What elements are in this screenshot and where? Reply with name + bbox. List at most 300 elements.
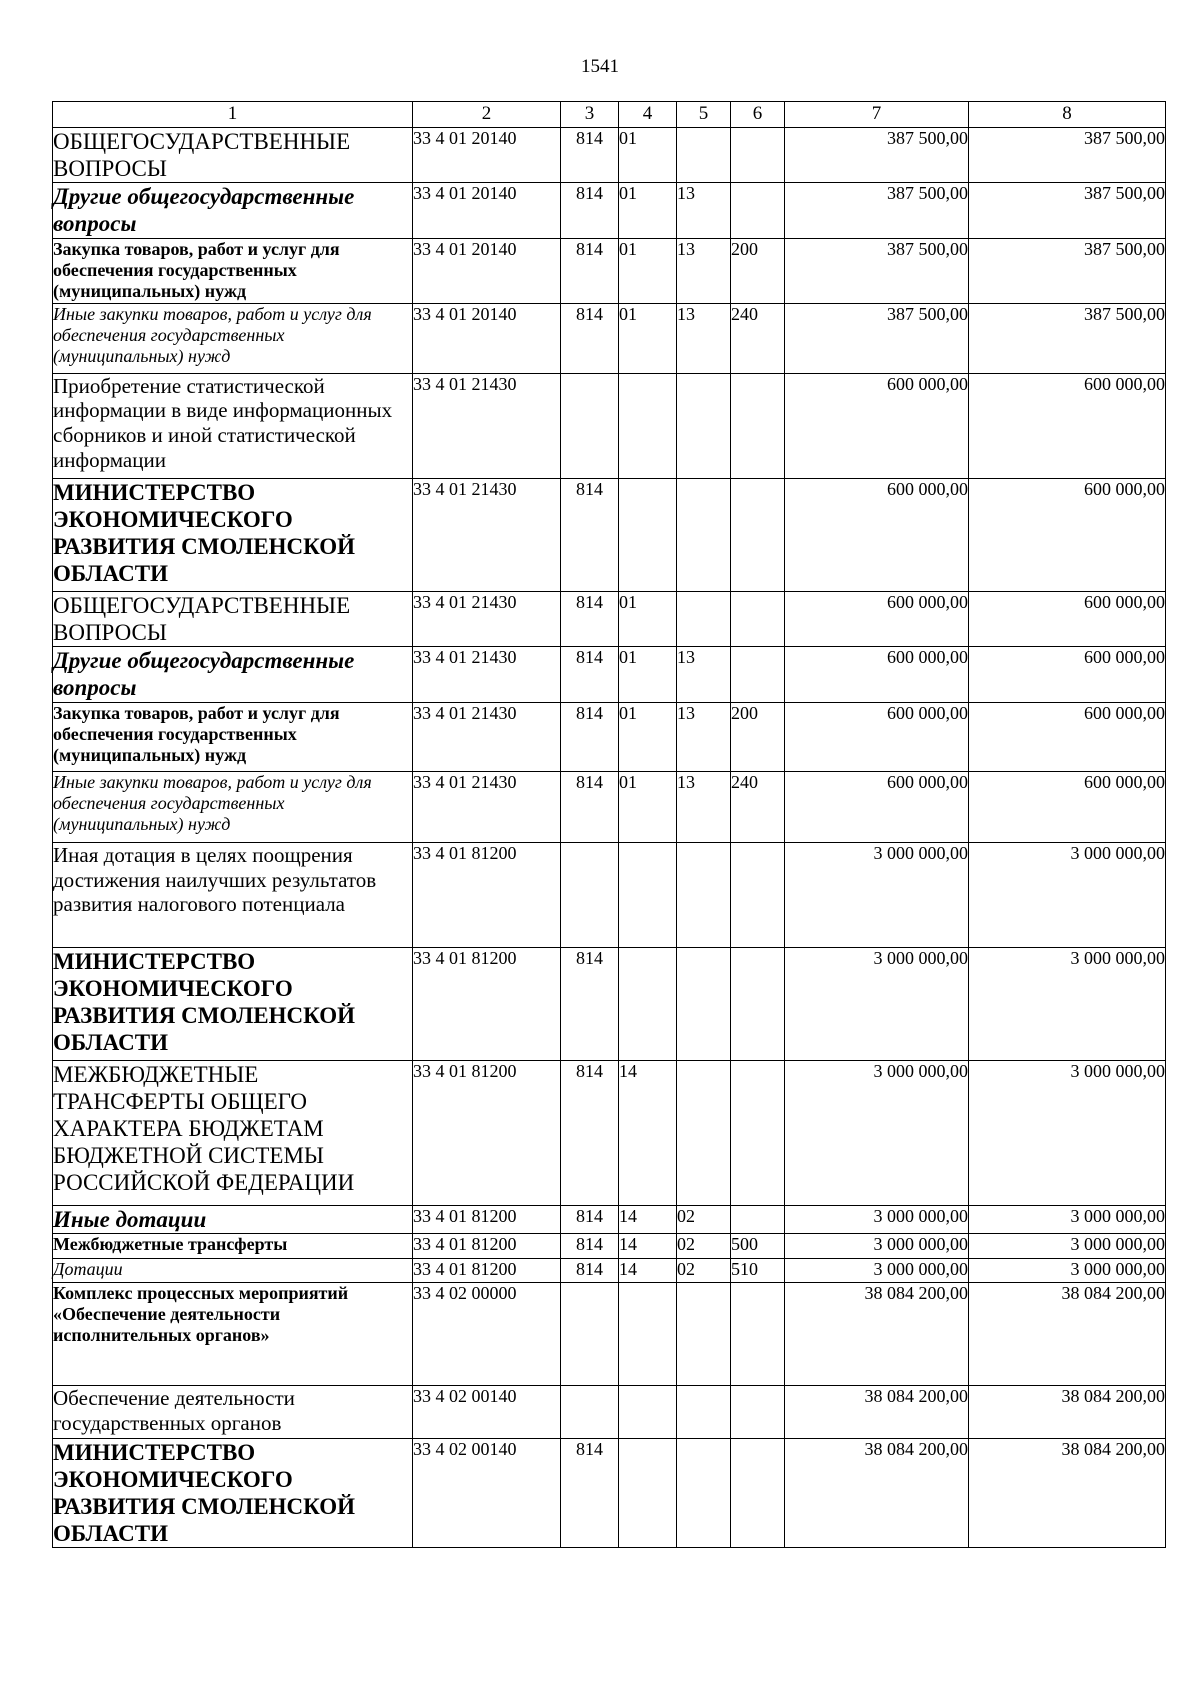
amount-year-2-text: 3 000 000,00 bbox=[1070, 1205, 1165, 1226]
section-code-text: 01 bbox=[619, 771, 637, 792]
target-article-code-text: 33 4 01 81200 bbox=[413, 947, 517, 968]
subsection-code-text: 13 bbox=[677, 303, 695, 324]
amount-year-2-text: 387 500,00 bbox=[1084, 303, 1165, 324]
section-code bbox=[619, 771, 677, 842]
ministry-code bbox=[561, 646, 619, 702]
row-name bbox=[53, 842, 413, 947]
column-header: 2 bbox=[413, 102, 561, 128]
subsection-code bbox=[677, 478, 731, 591]
expense-type-code bbox=[731, 1258, 785, 1282]
amount-year-2-text: 600 000,00 bbox=[1084, 591, 1165, 612]
column-header: 7 bbox=[785, 102, 969, 128]
amount-year-1-text: 3 000 000,00 bbox=[873, 842, 968, 863]
amount-year-2 bbox=[969, 646, 1166, 702]
amount-year-1-text: 600 000,00 bbox=[887, 646, 968, 667]
expense-type-code bbox=[731, 1233, 785, 1258]
amount-year-2 bbox=[969, 303, 1166, 373]
ministry-code bbox=[561, 1282, 619, 1385]
target-article-code bbox=[413, 1438, 561, 1548]
subsection-code-text: 13 bbox=[677, 646, 695, 667]
target-article-code-text: 33 4 01 81200 bbox=[413, 1258, 517, 1279]
row-name bbox=[53, 1060, 413, 1205]
amount-year-2 bbox=[969, 128, 1166, 183]
row-name-text: Межбюджетные трансферты bbox=[53, 1233, 288, 1254]
ministry-code bbox=[561, 591, 619, 646]
ministry-code-text: 814 bbox=[576, 1258, 603, 1279]
row-name-text: Иные закупки товаров, работ и услуг для обеспечения государственных (муниципальных) нужд bbox=[53, 303, 372, 366]
target-article-code-text: 33 4 01 81200 bbox=[413, 842, 517, 863]
target-article-code bbox=[413, 183, 561, 238]
subsection-code bbox=[677, 1205, 731, 1233]
amount-year-2 bbox=[969, 238, 1166, 303]
amount-year-1-text: 600 000,00 bbox=[887, 702, 968, 723]
row-name bbox=[53, 128, 413, 183]
amount-year-1 bbox=[785, 238, 969, 303]
target-article-code bbox=[413, 373, 561, 478]
amount-year-1 bbox=[785, 1438, 969, 1548]
amount-year-2 bbox=[969, 771, 1166, 842]
ministry-code bbox=[561, 303, 619, 373]
target-article-code bbox=[413, 646, 561, 702]
expense-type-code bbox=[731, 128, 785, 183]
expense-type-code bbox=[731, 1282, 785, 1385]
expense-type-code bbox=[731, 646, 785, 702]
section-code-text: 14 bbox=[619, 1060, 637, 1081]
target-article-code-text: 33 4 01 20140 bbox=[413, 183, 517, 204]
subsection-code bbox=[677, 128, 731, 183]
subsection-code-text: 13 bbox=[677, 238, 695, 259]
target-article-code-text: 33 4 02 00000 bbox=[413, 1282, 517, 1303]
target-article-code-text: 33 4 01 20140 bbox=[413, 128, 517, 148]
column-header: 8 bbox=[969, 102, 1166, 128]
subsection-code bbox=[677, 238, 731, 303]
amount-year-1-text: 387 500,00 bbox=[887, 238, 968, 259]
section-code bbox=[619, 947, 677, 1060]
amount-year-1 bbox=[785, 1205, 969, 1233]
row-name bbox=[53, 478, 413, 591]
target-article-code bbox=[413, 947, 561, 1060]
table-row bbox=[53, 1233, 1166, 1258]
column-header: 1 bbox=[53, 102, 413, 128]
subsection-code-text: 13 bbox=[677, 702, 695, 723]
row-name-text: МИНИСТЕРСТВО ЭКОНОМИЧЕСКОГО РАЗВИТИЯ СМОЛЕНСКОЙ ОБЛАСТИ bbox=[53, 948, 356, 1056]
ministry-code bbox=[561, 1438, 619, 1548]
expense-type-code-text: 240 bbox=[731, 303, 758, 324]
section-code-text: 14 bbox=[619, 1205, 637, 1226]
amount-year-1 bbox=[785, 1258, 969, 1282]
ministry-code-text: 814 bbox=[576, 303, 603, 324]
row-name-text: Иные закупки товаров, работ и услуг для обеспечения государственных (муниципальных) нужд bbox=[53, 771, 372, 835]
row-name-text: Иные дотации bbox=[53, 1206, 207, 1232]
target-article-code-text: 33 4 01 20140 bbox=[413, 238, 517, 259]
table-row bbox=[53, 373, 1166, 478]
target-article-code-text: 33 4 01 20140 bbox=[413, 303, 517, 324]
target-article-code-text: 33 4 01 21430 bbox=[413, 771, 517, 792]
amount-year-2-text: 38 084 200,00 bbox=[1061, 1438, 1165, 1459]
amount-year-1 bbox=[785, 702, 969, 771]
row-name-text: Закупка товаров, работ и услуг для обеспечения государственных (муниципальных) нужд bbox=[53, 702, 340, 766]
row-name-text: Другие общегосударственные вопросы bbox=[53, 647, 355, 700]
target-article-code bbox=[413, 702, 561, 771]
section-code-text: 01 bbox=[619, 646, 637, 667]
ministry-code bbox=[561, 1258, 619, 1282]
row-name bbox=[53, 1282, 413, 1385]
column-header: 3 bbox=[561, 102, 619, 128]
target-article-code bbox=[413, 771, 561, 842]
amount-year-2 bbox=[969, 591, 1166, 646]
amount-year-1 bbox=[785, 1060, 969, 1205]
ministry-code-text: 814 bbox=[576, 478, 603, 499]
table-row bbox=[53, 947, 1166, 1060]
target-article-code-text: 33 4 01 21430 bbox=[413, 646, 517, 667]
section-code-text: 01 bbox=[619, 702, 637, 723]
table-row bbox=[53, 646, 1166, 702]
amount-year-2-text: 387 500,00 bbox=[1084, 238, 1165, 259]
target-article-code bbox=[413, 1282, 561, 1385]
expense-type-code-text: 510 bbox=[731, 1258, 758, 1279]
ministry-code-text: 814 bbox=[576, 646, 603, 667]
target-article-code-text: 33 4 01 81200 bbox=[413, 1205, 517, 1226]
amount-year-2-text: 3 000 000,00 bbox=[1070, 842, 1165, 863]
ministry-code bbox=[561, 1060, 619, 1205]
ministry-code-text: 814 bbox=[576, 1060, 603, 1081]
amount-year-2-text: 600 000,00 bbox=[1084, 702, 1165, 723]
section-code bbox=[619, 478, 677, 591]
section-code bbox=[619, 303, 677, 373]
amount-year-1 bbox=[785, 1282, 969, 1385]
amount-year-2 bbox=[969, 1205, 1166, 1233]
ministry-code-text: 814 bbox=[576, 128, 603, 148]
subsection-code-text: 13 bbox=[677, 183, 695, 204]
amount-year-1-text: 3 000 000,00 bbox=[873, 1233, 968, 1254]
target-article-code-text: 33 4 02 00140 bbox=[413, 1385, 517, 1406]
amount-year-2 bbox=[969, 1438, 1166, 1548]
target-article-code-text: 33 4 01 21430 bbox=[413, 591, 517, 612]
row-name bbox=[53, 947, 413, 1060]
amount-year-1-text: 600 000,00 bbox=[887, 591, 968, 612]
target-article-code bbox=[413, 1233, 561, 1258]
header-row bbox=[53, 102, 1166, 128]
ministry-code bbox=[561, 1205, 619, 1233]
amount-year-1-text: 38 084 200,00 bbox=[864, 1438, 968, 1459]
subsection-code-text: 02 bbox=[677, 1233, 695, 1254]
row-name bbox=[53, 238, 413, 303]
section-code bbox=[619, 1233, 677, 1258]
amount-year-1-text: 387 500,00 bbox=[887, 303, 968, 324]
expense-type-code bbox=[731, 771, 785, 842]
ministry-code bbox=[561, 183, 619, 238]
ministry-code-text: 814 bbox=[576, 238, 603, 259]
amount-year-1 bbox=[785, 591, 969, 646]
expense-type-code bbox=[731, 842, 785, 947]
row-name bbox=[53, 373, 413, 478]
section-code bbox=[619, 842, 677, 947]
row-name bbox=[53, 702, 413, 771]
target-article-code bbox=[413, 128, 561, 183]
amount-year-1-text: 3 000 000,00 bbox=[873, 1060, 968, 1081]
row-name-text: Иная дотация в целях поощрения достижения наилучших результатов развития налогового потенциала bbox=[53, 842, 377, 917]
row-name-text: МЕЖБЮДЖЕТНЫЕ ТРАНСФЕРТЫ ОБЩЕГО ХАРАКТЕРА БЮДЖЕТАМ БЮДЖЕТНОЙ СИСТЕМЫ РОССИЙСКОЙ ФЕДЕРАЦИИ bbox=[53, 1061, 355, 1196]
section-code bbox=[619, 183, 677, 238]
section-code-text: 01 bbox=[619, 128, 637, 148]
table-row bbox=[53, 478, 1166, 591]
row-name-text: МИНИСТЕРСТВО ЭКОНОМИЧЕСКОГО РАЗВИТИЯ СМОЛЕНСКОЙ ОБЛАСТИ bbox=[53, 1439, 356, 1547]
subsection-code-text: 02 bbox=[677, 1205, 695, 1226]
row-name-text: ОБЩЕГОСУДАРСТВЕННЫЕ ВОПРОСЫ bbox=[53, 129, 351, 182]
ministry-code bbox=[561, 1233, 619, 1258]
amount-year-1 bbox=[785, 303, 969, 373]
target-article-code bbox=[413, 478, 561, 591]
target-article-code bbox=[413, 842, 561, 947]
amount-year-2 bbox=[969, 947, 1166, 1060]
amount-year-2-text: 3 000 000,00 bbox=[1070, 947, 1165, 968]
expense-type-code bbox=[731, 373, 785, 478]
amount-year-2 bbox=[969, 373, 1166, 478]
subsection-code bbox=[677, 303, 731, 373]
table-row bbox=[53, 1258, 1166, 1282]
amount-year-1 bbox=[785, 646, 969, 702]
expense-type-code bbox=[731, 702, 785, 771]
expense-type-code bbox=[731, 591, 785, 646]
subsection-code bbox=[677, 1385, 731, 1438]
expense-type-code bbox=[731, 478, 785, 591]
section-code-text: 01 bbox=[619, 303, 637, 324]
amount-year-1-text: 3 000 000,00 bbox=[873, 1205, 968, 1226]
amount-year-1-text: 387 500,00 bbox=[887, 183, 968, 204]
row-name bbox=[53, 1233, 413, 1258]
expense-type-code-text: 500 bbox=[731, 1233, 758, 1254]
amount-year-2-text: 3 000 000,00 bbox=[1070, 1060, 1165, 1081]
subsection-code bbox=[677, 947, 731, 1060]
section-code bbox=[619, 702, 677, 771]
amount-year-2 bbox=[969, 1282, 1166, 1385]
amount-year-2 bbox=[969, 1258, 1166, 1282]
row-name-text: Закупка товаров, работ и услуг для обеспечения государственных (муниципальных) нужд bbox=[53, 238, 340, 301]
section-code bbox=[619, 128, 677, 183]
ministry-code-text: 814 bbox=[576, 1438, 603, 1459]
amount-year-2-text: 3 000 000,00 bbox=[1070, 1258, 1165, 1279]
row-name-text: Комплекс процессных мероприятий «Обеспечение деятельности исполнительных органов» bbox=[53, 1282, 349, 1346]
target-article-code bbox=[413, 238, 561, 303]
subsection-code bbox=[677, 183, 731, 238]
expense-type-code-text: 200 bbox=[731, 702, 758, 723]
expense-type-code bbox=[731, 303, 785, 373]
section-code-text: 14 bbox=[619, 1258, 637, 1279]
row-name bbox=[53, 1438, 413, 1548]
target-article-code bbox=[413, 1258, 561, 1282]
column-header: 4 bbox=[619, 102, 677, 128]
amount-year-1-text: 38 084 200,00 bbox=[864, 1385, 968, 1406]
amount-year-1-text: 387 500,00 bbox=[887, 128, 968, 148]
target-article-code-text: 33 4 01 81200 bbox=[413, 1060, 517, 1081]
row-name bbox=[53, 591, 413, 646]
subsection-code bbox=[677, 591, 731, 646]
row-name bbox=[53, 1385, 413, 1438]
subsection-code bbox=[677, 1233, 731, 1258]
amount-year-1 bbox=[785, 842, 969, 947]
amount-year-1 bbox=[785, 947, 969, 1060]
ministry-code bbox=[561, 373, 619, 478]
row-name bbox=[53, 1205, 413, 1233]
row-name-text: Приобретение статистической информации в виде информационных сборников и иной статистической информации bbox=[53, 373, 393, 472]
section-code bbox=[619, 1282, 677, 1385]
ministry-code bbox=[561, 842, 619, 947]
amount-year-1 bbox=[785, 771, 969, 842]
amount-year-1 bbox=[785, 478, 969, 591]
subsection-code bbox=[677, 1258, 731, 1282]
subsection-code bbox=[677, 1060, 731, 1205]
budget-table bbox=[52, 101, 1166, 1548]
amount-year-2 bbox=[969, 478, 1166, 591]
amount-year-2 bbox=[969, 702, 1166, 771]
subsection-code bbox=[677, 1282, 731, 1385]
amount-year-1-text: 600 000,00 bbox=[887, 478, 968, 499]
amount-year-2 bbox=[969, 1385, 1166, 1438]
section-code bbox=[619, 1438, 677, 1548]
column-header: 6 bbox=[731, 102, 785, 128]
amount-year-1-text: 600 000,00 bbox=[887, 771, 968, 792]
amount-year-2-text: 38 084 200,00 bbox=[1061, 1282, 1165, 1303]
column-header: 5 bbox=[677, 102, 731, 128]
amount-year-2-text: 3 000 000,00 bbox=[1070, 1233, 1165, 1254]
table-row bbox=[53, 702, 1166, 771]
table-body bbox=[53, 128, 1166, 1548]
target-article-code-text: 33 4 01 81200 bbox=[413, 1233, 517, 1254]
row-name bbox=[53, 303, 413, 373]
table-row bbox=[53, 238, 1166, 303]
table-row bbox=[53, 842, 1166, 947]
target-article-code-text: 33 4 01 21430 bbox=[413, 478, 517, 499]
target-article-code-text: 33 4 01 21430 bbox=[413, 702, 517, 723]
expense-type-code-text: 200 bbox=[731, 238, 758, 259]
section-code bbox=[619, 646, 677, 702]
ministry-code-text: 814 bbox=[576, 771, 603, 792]
subsection-code-text: 02 bbox=[677, 1258, 695, 1279]
amount-year-2-text: 387 500,00 bbox=[1084, 128, 1165, 148]
ministry-code bbox=[561, 702, 619, 771]
amount-year-2-text: 600 000,00 bbox=[1084, 373, 1165, 394]
table-row bbox=[53, 1385, 1166, 1438]
amount-year-2-text: 387 500,00 bbox=[1084, 183, 1165, 204]
row-name bbox=[53, 1258, 413, 1282]
amount-year-2-text: 600 000,00 bbox=[1084, 478, 1165, 499]
section-code bbox=[619, 1205, 677, 1233]
amount-year-2 bbox=[969, 842, 1166, 947]
table-row bbox=[53, 183, 1166, 238]
ministry-code bbox=[561, 128, 619, 183]
target-article-code-text: 33 4 01 21430 bbox=[413, 373, 517, 394]
ministry-code-text: 814 bbox=[576, 591, 603, 612]
amount-year-1-text: 3 000 000,00 bbox=[873, 947, 968, 968]
table-row bbox=[53, 1282, 1166, 1385]
table-row bbox=[53, 303, 1166, 373]
amount-year-2 bbox=[969, 1060, 1166, 1205]
expense-type-code-text: 240 bbox=[731, 771, 758, 792]
section-code-text: 01 bbox=[619, 183, 637, 204]
row-name-text: МИНИСТЕРСТВО ЭКОНОМИЧЕСКОГО РАЗВИТИЯ СМОЛЕНСКОЙ ОБЛАСТИ bbox=[53, 479, 356, 586]
ministry-code-text: 814 bbox=[576, 183, 603, 204]
amount-year-1-text: 3 000 000,00 bbox=[873, 1258, 968, 1279]
table-row bbox=[53, 1205, 1166, 1233]
section-code bbox=[619, 1385, 677, 1438]
row-name bbox=[53, 771, 413, 842]
expense-type-code bbox=[731, 947, 785, 1060]
table-row bbox=[53, 591, 1166, 646]
ministry-code bbox=[561, 947, 619, 1060]
target-article-code bbox=[413, 1385, 561, 1438]
amount-year-2-text: 600 000,00 bbox=[1084, 771, 1165, 792]
ministry-code bbox=[561, 771, 619, 842]
section-code bbox=[619, 238, 677, 303]
table-row bbox=[53, 1060, 1166, 1205]
row-name-text: Обеспечение деятельности государственных органов bbox=[53, 1385, 295, 1435]
subsection-code bbox=[677, 646, 731, 702]
section-code bbox=[619, 1060, 677, 1205]
target-article-code-text: 33 4 02 00140 bbox=[413, 1438, 517, 1459]
amount-year-1 bbox=[785, 183, 969, 238]
page-number: 1541 bbox=[581, 56, 619, 77]
row-name bbox=[53, 646, 413, 702]
target-article-code bbox=[413, 591, 561, 646]
amount-year-2 bbox=[969, 1233, 1166, 1258]
amount-year-1-text: 38 084 200,00 bbox=[864, 1282, 968, 1303]
row-name bbox=[53, 183, 413, 238]
subsection-code bbox=[677, 1438, 731, 1548]
amount-year-1 bbox=[785, 1385, 969, 1438]
expense-type-code bbox=[731, 1205, 785, 1233]
row-name-text: Дотации bbox=[53, 1258, 123, 1279]
subsection-code bbox=[677, 373, 731, 478]
table-row bbox=[53, 771, 1166, 842]
subsection-code bbox=[677, 842, 731, 947]
expense-type-code bbox=[731, 238, 785, 303]
section-code-text: 14 bbox=[619, 1233, 637, 1254]
target-article-code bbox=[413, 1205, 561, 1233]
section-code bbox=[619, 1258, 677, 1282]
subsection-code bbox=[677, 702, 731, 771]
amount-year-1 bbox=[785, 1233, 969, 1258]
amount-year-2-text: 600 000,00 bbox=[1084, 646, 1165, 667]
ministry-code-text: 814 bbox=[576, 1205, 603, 1226]
subsection-code bbox=[677, 771, 731, 842]
amount-year-1 bbox=[785, 128, 969, 183]
expense-type-code bbox=[731, 183, 785, 238]
amount-year-2 bbox=[969, 183, 1166, 238]
section-code bbox=[619, 373, 677, 478]
amount-year-1 bbox=[785, 373, 969, 478]
target-article-code bbox=[413, 1060, 561, 1205]
target-article-code bbox=[413, 303, 561, 373]
ministry-code bbox=[561, 238, 619, 303]
section-code bbox=[619, 591, 677, 646]
table-row bbox=[53, 1438, 1166, 1548]
amount-year-2-text: 38 084 200,00 bbox=[1061, 1385, 1165, 1406]
ministry-code-text: 814 bbox=[576, 702, 603, 723]
table-row bbox=[53, 128, 1166, 183]
section-code-text: 01 bbox=[619, 238, 637, 259]
subsection-code-text: 13 bbox=[677, 771, 695, 792]
row-name-text: ОБЩЕГОСУДАРСТВЕННЫЕ ВОПРОСЫ bbox=[53, 592, 351, 645]
section-code-text: 01 bbox=[619, 591, 637, 612]
expense-type-code bbox=[731, 1060, 785, 1205]
ministry-code bbox=[561, 478, 619, 591]
ministry-code bbox=[561, 1385, 619, 1438]
ministry-code-text: 814 bbox=[576, 947, 603, 968]
expense-type-code bbox=[731, 1385, 785, 1438]
row-name-text: Другие общегосударственные вопросы bbox=[53, 184, 355, 237]
expense-type-code bbox=[731, 1438, 785, 1548]
amount-year-1-text: 600 000,00 bbox=[887, 373, 968, 394]
